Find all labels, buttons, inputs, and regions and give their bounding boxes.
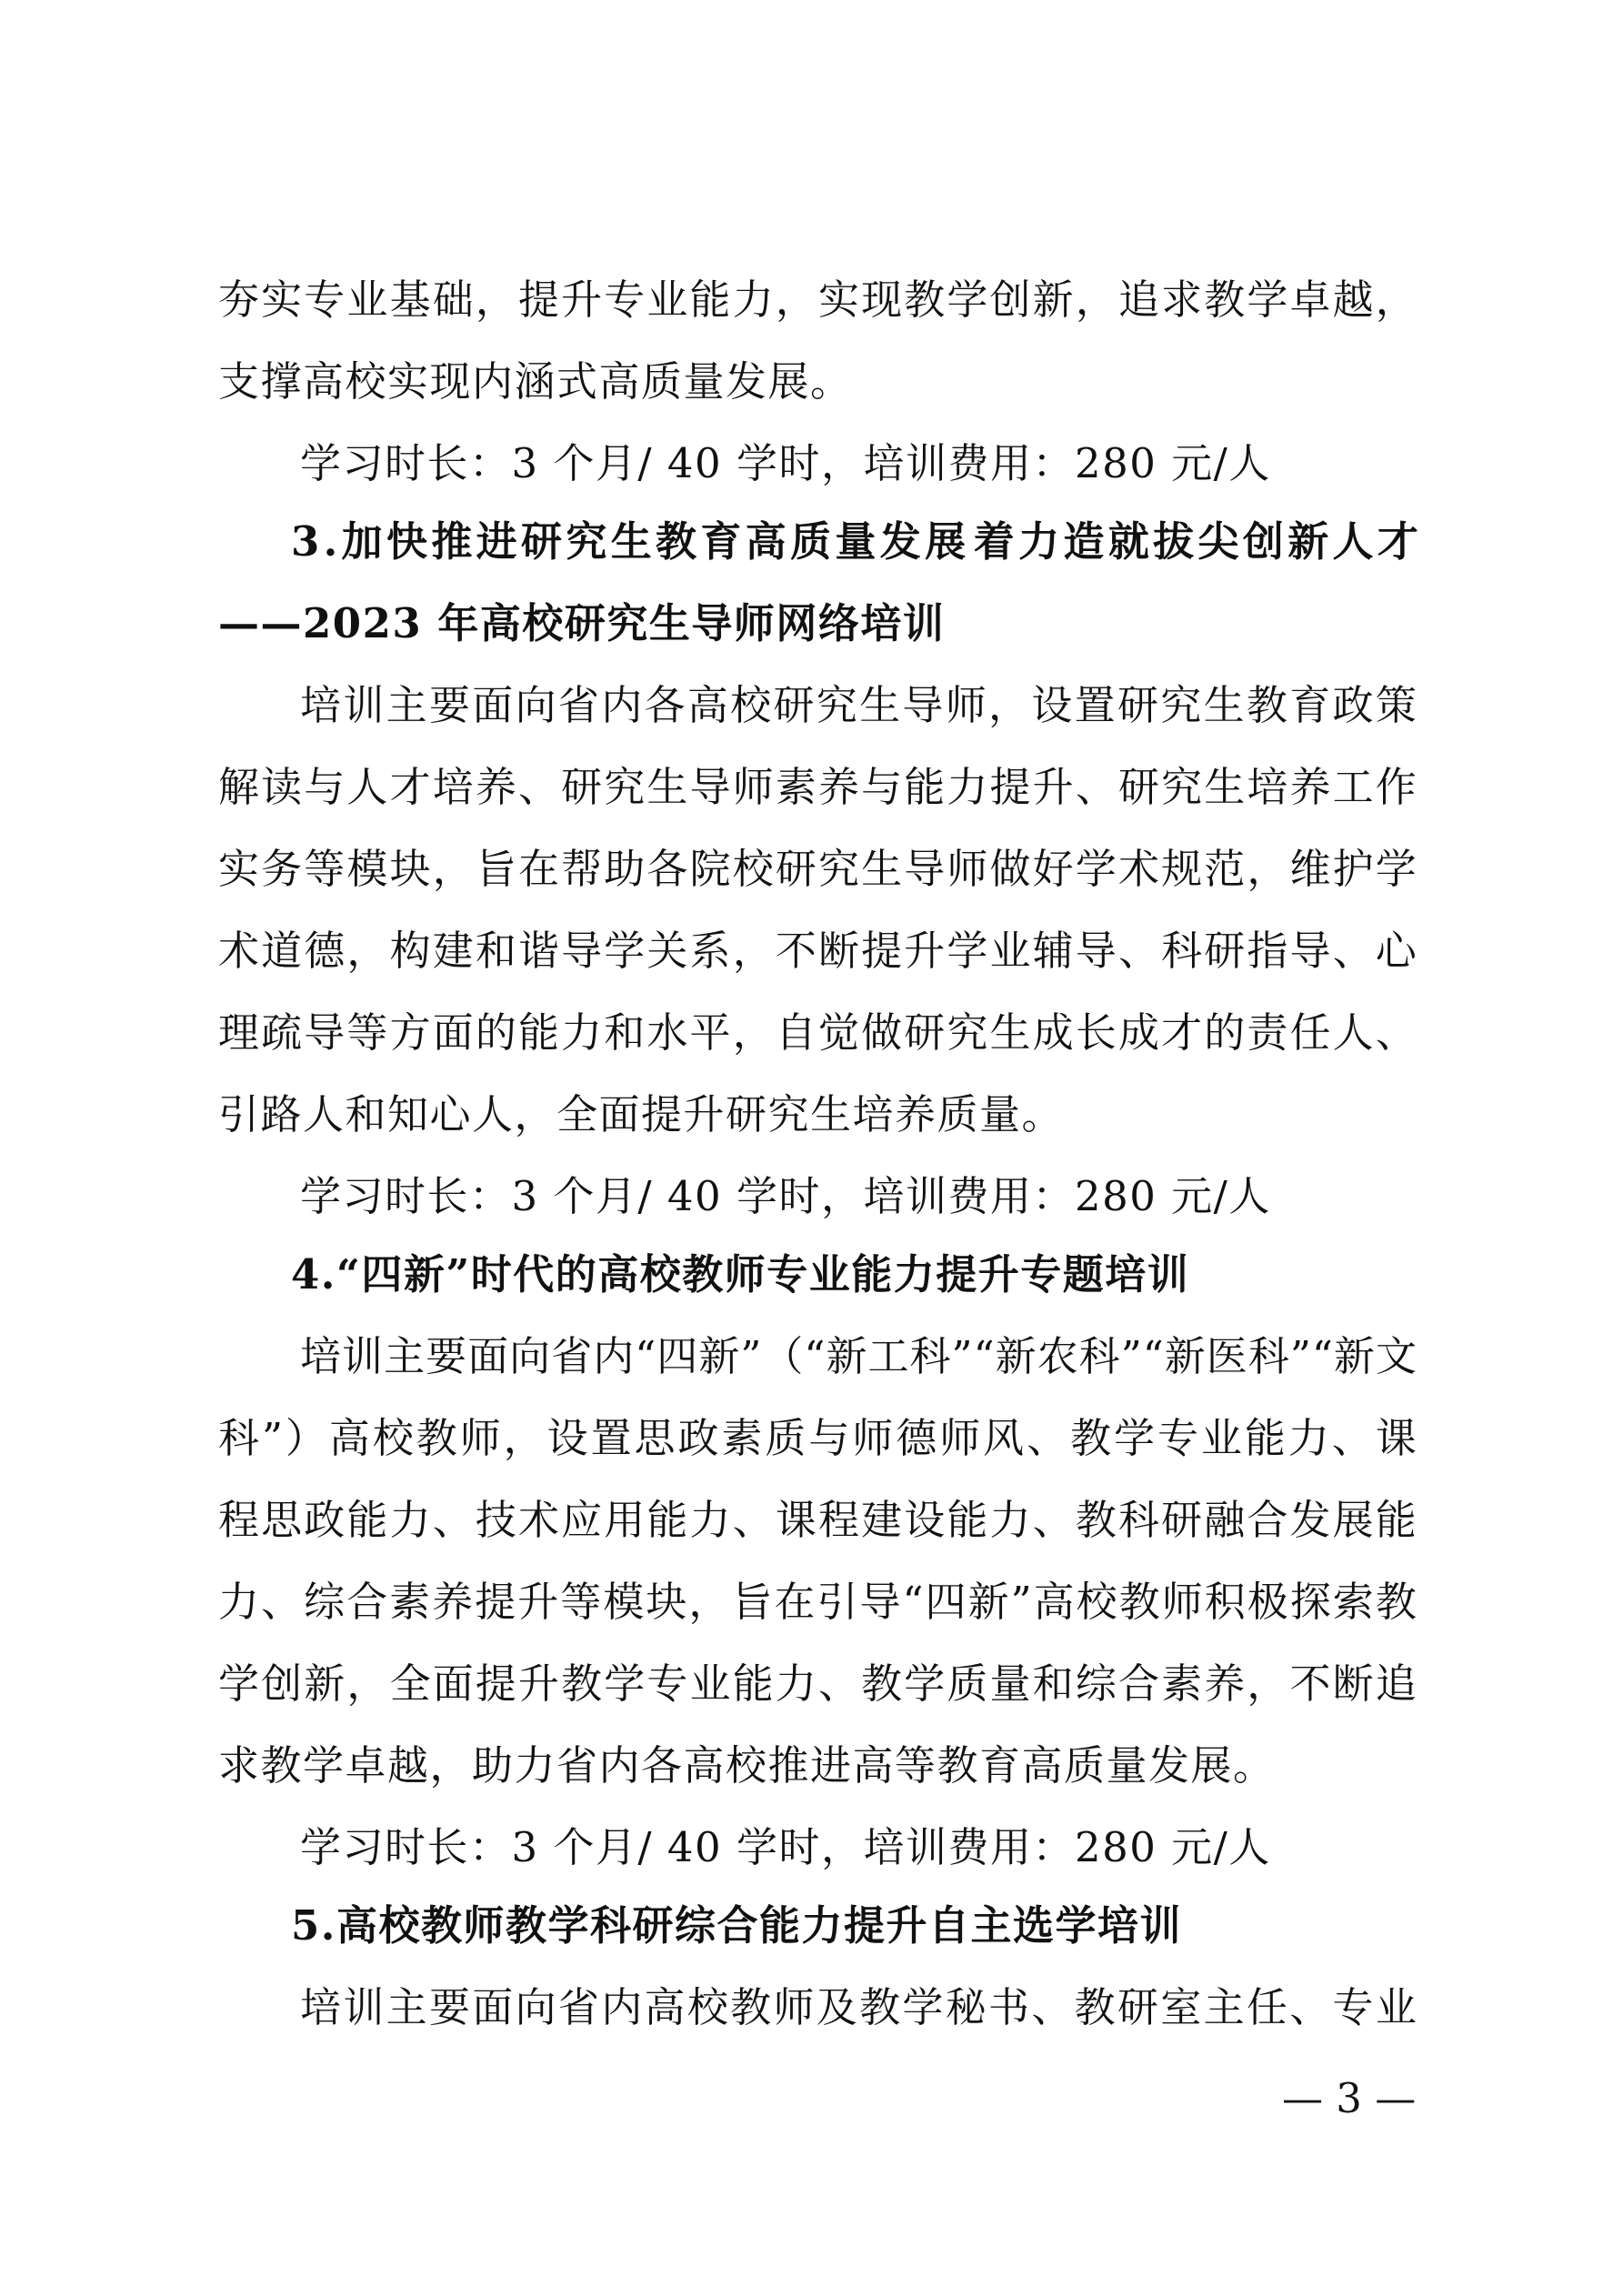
page-number: — 3 — [1282, 2074, 1417, 2122]
paragraph-line: 培 训 主 要 面 向 省 内 “ 四 新 ” （ “ 新 工 科 ” “ 新 农 科 ” “ 新 医 科 ” “ 新 文 [300, 1332, 1417, 1380]
paragraph-line: 培 训 主 要 面 向 省 内 各 高 校 研 究 生 导 师 ， 设 置 研 究 生 教 育 政 策 [300, 681, 1417, 729]
study-duration-fee: 学习时长：3 个月/ 40 学时，培训费用：280 元/人 [300, 1172, 1271, 1220]
study-duration-fee: 学习时长：3 个月/ 40 学时，培训费用：280 元/人 [300, 1823, 1271, 1871]
paragraph-line: 培 训 主 要 面 向 省 内 高 校 教 师 及 教 学 秘 书 、 教 研 室 主 任 、 专 业 [300, 1983, 1417, 2031]
paragraph-line: 力 、 综 合 素 养 提 升 等 模 块 ， 旨 在 引 导 “ 四 新 ” 高 校 教 师 积 极 探 索 教 [218, 1578, 1417, 1626]
paragraph-line: 支撑高校实现内涵式高质量发展。 [218, 357, 853, 406]
paragraph-line: 夯 实 专 业 基 础 ， 提 升 专 业 能 力 ， 实 现 教 学 创 新 ， 追 求 教 学 卓 越 ， [218, 276, 1417, 324]
paragraph-line: 理 疏 导 等 方 面 的 能 力 和 水 平 ， 自 觉 做 研 究 生 成 长 成 才 的 责 任 人 、 [218, 1008, 1417, 1057]
paragraph-line: 程 思 政 能 力 、 技 术 应 用 能 力 、 课 程 建 设 能 力 、 教 科 研 融 合 发 展 能 [218, 1496, 1417, 1544]
section-subheading: ——2023 年高校研究生导师网络培训 [218, 599, 946, 647]
section-heading: 4.“四新”时代的高校教师专业能力提升专题培训 [291, 1250, 1190, 1298]
section-heading: 5.高校教师教学科研综合能力提升自主选学培训 [291, 1901, 1182, 1950]
paragraph-line: 科 ” ） 高 校 教 师 ， 设 置 思 政 素 质 与 师 德 师 风 、 教 学 专 业 能 力 、 课 [218, 1414, 1417, 1462]
paragraph-line: 学 创 新 ， 全 面 提 升 教 学 专 业 能 力 、 教 学 质 量 和 综 合 素 养 ， 不 断 追 [218, 1659, 1417, 1708]
paragraph-line: 引路人和知心人，全面提升研究生培养质量。 [218, 1090, 1065, 1138]
study-duration-fee: 学习时长：3 个月/ 40 学时，培训费用：280 元/人 [300, 439, 1271, 487]
section-heading: 3 . 加 快 推 进 研 究 生 教 育 高 质 量 发 展 着 力 造 就 拔 尖 创 新 人 才 [291, 517, 1418, 566]
paragraph-line: 实 务 等 模 块 ， 旨 在 帮 助 各 院 校 研 究 生 导 师 做 好 学 术 规 范 ， 维 护 学 [218, 845, 1417, 893]
paragraph-line: 术 道 德 ， 构 建 和 谐 导 学 关 系 ， 不 断 提 升 学 业 辅 导 、 科 研 指 导 、 心 [218, 927, 1417, 975]
paragraph-line: 求教学卓越，助力省内各高校推进高等教育高质量发展。 [218, 1741, 1276, 1790]
paragraph-line: 解 读 与 人 才 培 养 、 研 究 生 导 师 素 养 与 能 力 提 升 、 研 究 生 培 养 工 作 [218, 763, 1417, 811]
